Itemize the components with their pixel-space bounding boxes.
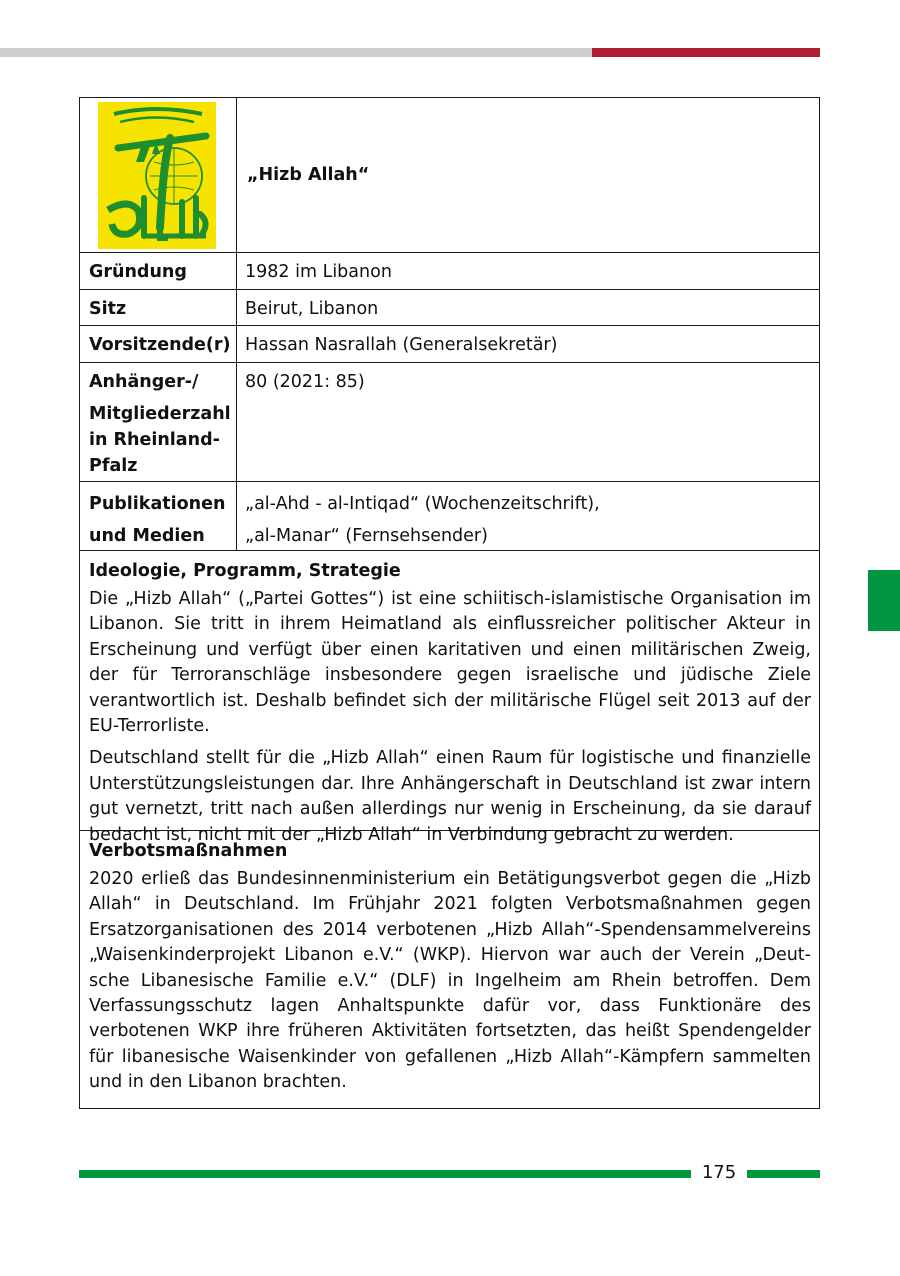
publications-value [237,482,819,550]
header-rule-grey [0,48,592,57]
ideology-paragraph: Deutschland stellt für die „Hizb Allah“ einen Raum für logistische und finanzielle Unterstützungsleistungen dar. Ihre Anhängerschaft in Deutschland ist zwar intern gut vernetzt, tritt nach außen allerdings nur wenig in Erscheinung, da sie darauf bedacht ist, nicht mit der „Hizb Allah“ in Verbindung gebracht zu werden. [89,748,811,845]
bans-paragraph: 2020 erließ das Bundesinnenministerium ein Betätigungsverbot gegen die „Hizb Allah“ in Deutschland. Im Frühjahr 2021 folgten Verbotsmaßnahmen gegen Ersatzorganisationen des 2014 verbotenen „Hizb Allah“-Spendensammelvereins „Waisenkinderprojekt Libanon e.V.“ (WKP). Hiervon war auch der Verein „Deutsche Libanesische Familie e.V.“ (DLF) in Ingelheim am Rhein betroffen. Dem Verfassungsschutz lagen Anhaltspunkte dafür vor, dass Funktionäre des verbotenen WKP ihre früheren Aktivitäten fortsetzten, das heißt Spendengelder für libanesische Waisenkinder von gefallenen „Hizb Allah“-Kämpfern sammelten und in den Libanon brachten. [89,869,811,1093]
seat-value: Beirut, Libanon [245,299,379,319]
fact-row-members [80,363,819,482]
footer-rule-left [79,1170,691,1178]
ideology-heading: Ideologie, Programm, Strategie [89,561,401,581]
fact-row-chair [80,326,819,363]
ideology-section [80,551,819,845]
ideology-paragraph: Die „Hizb Allah“ („Partei Gottes“) ist eine schiitisch-islamistische Organisation im Libanon. Sie tritt in ihrem Heimatland als einflussreicher politischer Akteur in Erscheinung und verfügt über einen karitativen und einen militärischen Zweig, der für Terroranschläge insbesondere gegen israelische und jüdische Ziele verantwortlich ist. Deshalb befindet sich der militärische Flügel seit 2013 auf der EU-Terrorliste. [89,589,811,737]
header-rule-red [592,48,820,57]
profile-header-row [80,98,819,253]
fact-row-seat [80,290,819,326]
founding-value: 1982 im Libanon [245,262,392,282]
organization-name: „Hizb Allah“ [247,165,370,185]
members-label-line1: Anhänger-/ [89,372,199,392]
members-label-line2: Mitgliederzahl in Rheinland-Pfalz [89,404,231,476]
footer-rule-right [747,1170,820,1178]
chapter-marker-tab [868,570,900,631]
seat-label: Sitz [80,290,237,325]
logo-cell [80,98,237,252]
members-label [80,363,237,481]
publications-label-line1: Publikationen [89,494,226,514]
founding-label: Gründung [80,253,237,289]
publication-item: „al-Ahd - al-Intiqad“ (Wochenzeitschrift), [245,494,600,514]
chair-value: Hassan Nasrallah (Generalsekretär) [245,335,558,355]
bans-heading: Verbotsmaßnahmen [89,841,288,861]
fact-row-founding [80,253,819,290]
members-value: 80 (2021: 85) [245,372,365,392]
publications-label [80,482,237,550]
bans-section [80,831,819,1108]
publication-item: „al-Manar“ (Fernsehsender) [245,526,488,546]
publications-label-line2: und Medien [89,526,205,546]
page-number: 175 [701,1162,737,1183]
organization-profile-table [79,97,820,1109]
hizb-allah-flag-logo [98,102,216,249]
fact-row-publications [80,482,819,551]
chair-label: Vorsitzende(r) [80,326,237,362]
